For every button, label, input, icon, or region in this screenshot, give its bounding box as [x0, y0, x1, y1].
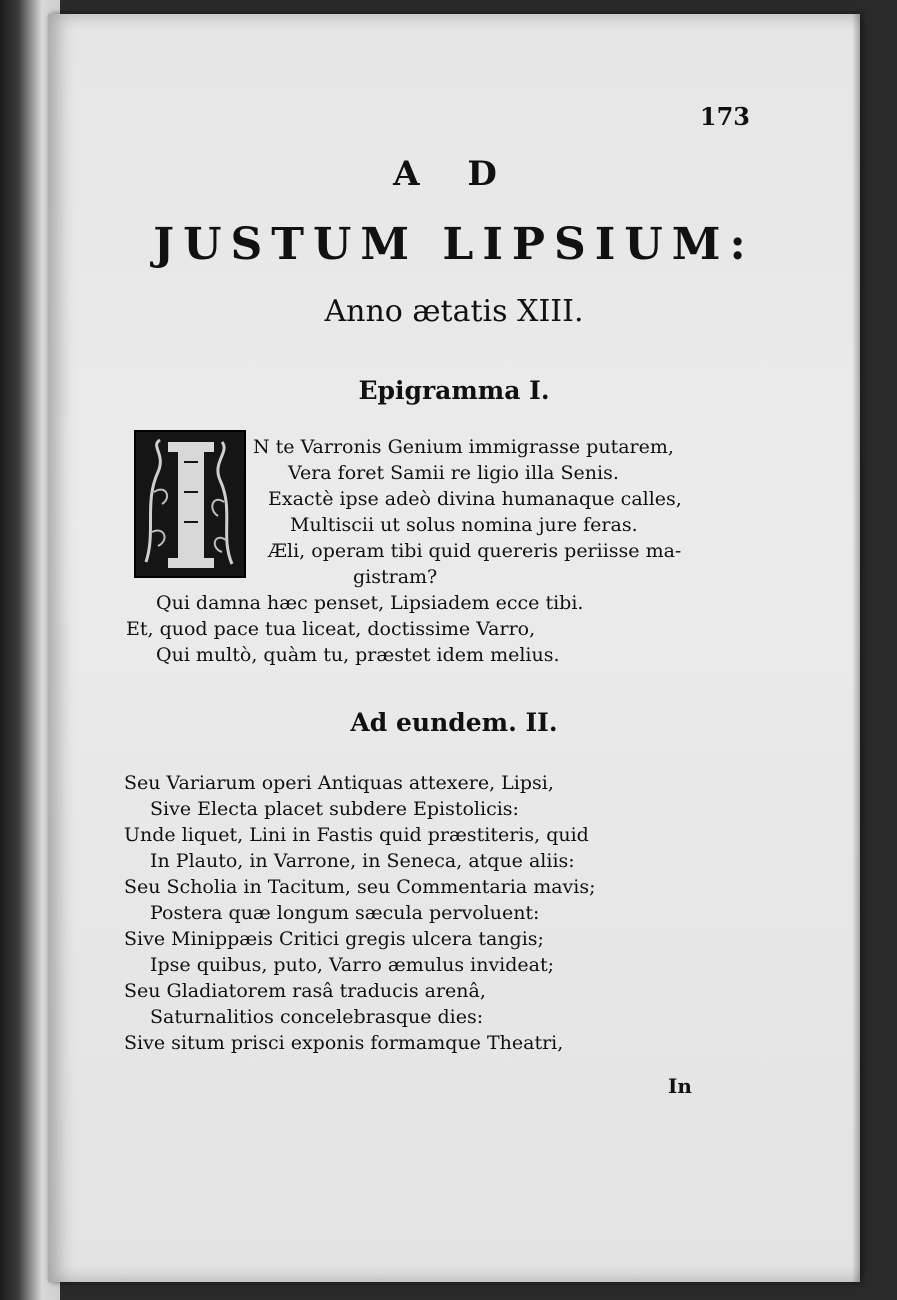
poem-line: Seu Gladiatorem rasâ traducis arenâ,: [124, 980, 486, 1002]
second-poem-title: Ad eundem. II.: [350, 708, 558, 737]
heading-main: JUSTUM LIPSIUM:: [153, 219, 755, 270]
poem-line: Sive situm prisci exponis formamque Theatri,: [124, 1032, 564, 1054]
poem-line: Unde liquet, Lini in Fastis quid præstiteris, quid: [124, 824, 589, 846]
poem-line: Ipse quibus, puto, Varro æmulus invideat;: [150, 954, 555, 976]
poem-line: In Plauto, in Varrone, in Seneca, atque aliis:: [150, 850, 575, 872]
page-edge-shadow: [852, 14, 860, 1282]
poem-line: Sive Electa placet subdere Epistolicis:: [150, 798, 519, 820]
epigram-title: Epigramma I.: [358, 376, 550, 405]
heading-subtitle: Anno ætatis XIII.: [324, 294, 584, 329]
epigram-line: N te Varronis Genium immigrasse putarem,: [253, 436, 674, 458]
book-page: [48, 14, 860, 1282]
page-number: 173: [699, 102, 750, 131]
poem-line: Saturnalitios concelebrasque dies:: [150, 1006, 484, 1028]
poem-line: Seu Variarum operi Antiquas attexere, Lipsi,: [124, 772, 554, 794]
epigram-line: Qui multò, quàm tu, præstet idem melius.: [156, 644, 560, 666]
poem-line: Sive Minippæis Critici gregis ulcera tangis;: [124, 928, 544, 950]
epigram-line: Qui damna hæc penset, Lipsiadem ecce tibi.: [156, 592, 584, 614]
epigram-line: Æli, operam tibi quid quereris periisse ma-: [268, 540, 682, 562]
ornamental-initial-i-icon: [134, 430, 246, 578]
epigram-line: gistram?: [353, 566, 438, 588]
poem-line: Seu Scholia in Tacitum, seu Commentaria mavis;: [124, 876, 596, 898]
poem-line: Postera quæ longum sæcula pervoluent:: [150, 902, 540, 924]
heading-ad: A D: [393, 154, 515, 194]
catchword: In: [668, 1074, 692, 1098]
epigram-line: Exactè ipse adeò divina humanaque calles,: [268, 488, 682, 510]
epigram-line: Et, quod pace tua liceat, doctissime Varro,: [126, 618, 536, 640]
epigram-line: Multiscii ut solus nomina jure feras.: [290, 514, 638, 536]
epigram-line: Vera foret Samii re ligio illa Senis.: [288, 462, 619, 484]
